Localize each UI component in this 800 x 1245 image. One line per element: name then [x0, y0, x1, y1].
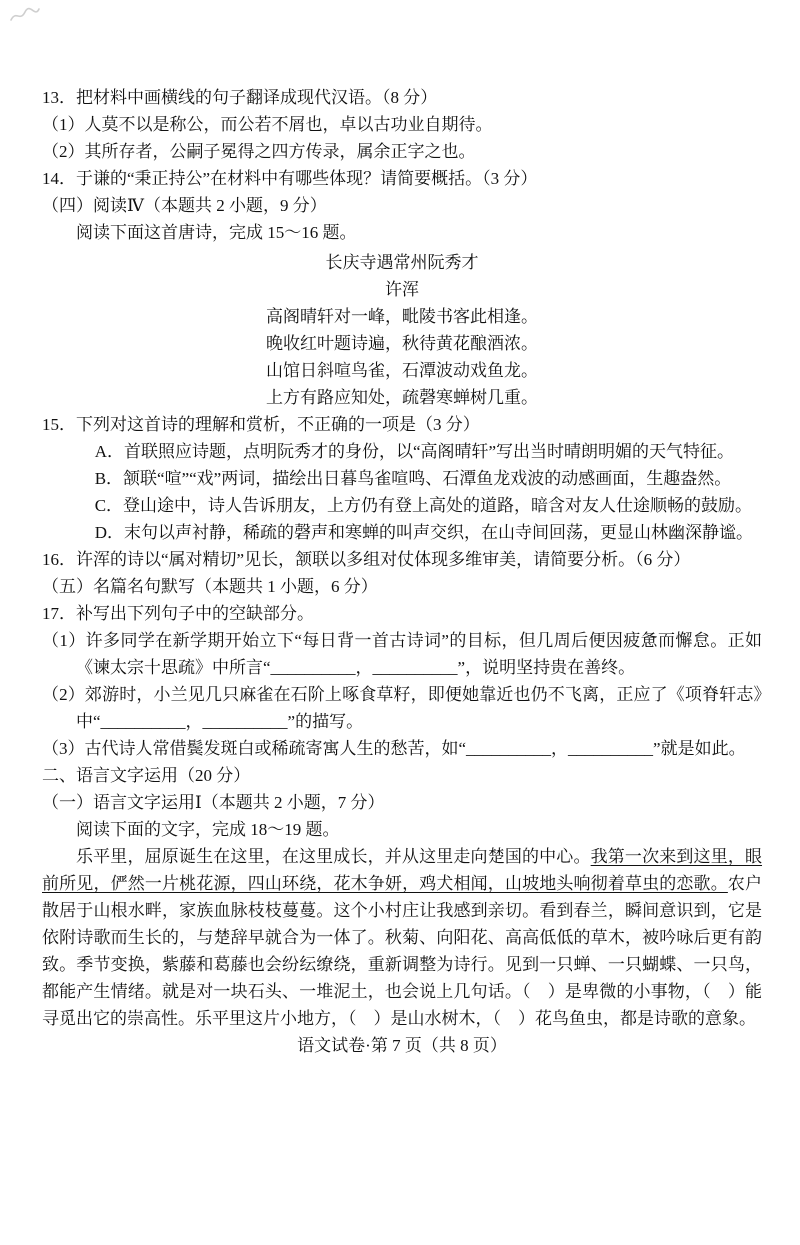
question-14-stem: 14．于谦的“秉正持公”在材料中有哪些体现？请简要概括。（3 分） [42, 169, 538, 188]
section-4-title: （四）阅读Ⅳ（本题共 2 小题，9 分） [42, 196, 327, 215]
question-17-item-2: （2）郊游时，小兰见几只麻雀在石阶上啄食草籽，即便她靠近也仍不飞离，正应了《项脊轩志》中“__________，__________”的描写。 [42, 685, 762, 731]
question-13-stem: 13．把材料中画横线的句子翻译成现代汉语。（8 分） [42, 88, 438, 107]
poem-line: 晚收红叶题诗遍，秋待黄花酿酒浓。 [266, 334, 538, 353]
poem-block [42, 249, 762, 411]
question-17-item-3: （3）古代诗人常借鬓发斑白或稀疏寄寓人生的愁苦，如“__________，__________”就是如此。 [42, 739, 746, 758]
section-two-one-title: （一）语言文字运用Ⅰ（本题共 2 小题，7 分） [42, 793, 385, 812]
question-15-option-b: B．颔联“喧”“戏”两词，描绘出日暮鸟雀喧鸣、石潭鱼龙戏波的动感画面，生趣盎然。 [94, 469, 732, 488]
poem-author: 许浑 [385, 280, 419, 299]
question-15-stem: 15．下列对这首诗的理解和赏析，不正确的一项是（3 分） [42, 415, 480, 434]
passage [42, 843, 762, 1032]
question-15-option-d: D．末句以声衬静，稀疏的磬声和寒蝉的叫声交织，在山寺间回荡，更显山林幽深静谧。 [94, 523, 753, 542]
question-15-option-a: A．首联照应诗题，点明阮秀才的身份，以“高阁晴轩”写出当时晴朗明媚的天气特征。 [94, 442, 735, 461]
page-footer: 语文试卷·第 7 页（共 8 页） [297, 1036, 507, 1055]
question-13-item-1: （1）人莫不以是称公，而公若不屑也，卓以古功业自期待。 [42, 115, 493, 134]
poem-line: 上方有路应知处，疏磬寒蝉树几重。 [266, 388, 538, 407]
question-15-option-c: C．登山途中，诗人告诉朋友，上方仍有登上高处的道路，暗含对友人仕途顺畅的鼓励。 [94, 496, 753, 515]
poem-line: 高阁晴轩对一峰，毗陵书客此相逢。 [266, 307, 538, 326]
passage-segment-before: 乐平里，屈原诞生在这里，在这里成长，并从这里走向楚国的中心。 [76, 847, 591, 866]
poem-title: 长庆寺遇常州阮秀才 [325, 253, 479, 272]
question-16-stem: 16．许浑的诗以“属对精切”见长，颔联以多组对仗体现多维审美，请简要分析。（6 分） [42, 550, 691, 569]
question-13 [42, 84, 762, 165]
poem-line: 山馆日斜喧鸟雀，石潭波动戏鱼龙。 [266, 361, 538, 380]
question-13-item-2: （2）其所存者，公嗣子冕得之四方传录，属余正字之也。 [42, 142, 476, 161]
section-5-title: （五）名篇名句默写（本题共 1 小题，6 分） [42, 577, 378, 596]
section-two-one-intro: 阅读下面的文字，完成 18～19 题。 [76, 820, 340, 839]
passage-segment-after: 农户散居于山根水畔，家族血脉枝枝蔓蔓。这个小村庄让我感到亲切。看到春兰，瞬间意识到，它是依附诗歌而生长的，与楚辞早就合为一体了。秋菊、向阳花、高高低低的草木，被吟咏后更有韵致。季节变换，紫藤和葛藤也会纷纭缭绕，重新调整为诗行。见到一只蝉、一只蝴蝶、一只鸟，都能产生情绪。就是对一块石头、一堆泥土，也会说上几句话。（ ）是卑微的小事物，（ ）能寻觅出它的崇高性。乐平里这片小地方，（ ）是山水树木，（ ）花鸟鱼虫，都是诗歌的意象。 [42, 874, 763, 1028]
passage-underlined-segment: 我第一次来到这里，眼前所见，俨然一片桃花源，四山环绕，花木争妍，鸡犬相闻，山坡地头响彻着草虫的恋歌。 [42, 847, 763, 893]
question-17-stem: 17．补写出下列句子中的空缺部分。 [42, 604, 314, 623]
pencil-mark-icon [8, 4, 42, 28]
section-4-intro: 阅读下面这首唐诗，完成 15～16 题。 [76, 223, 357, 242]
question-17-item-1: （1）许多同学在新学期开始立下“每日背一首古诗词”的目标，但几周后便因疲惫而懈怠。正如《谏太宗十思疏》中所言“__________，__________”，说明坚持贵在善终。 [42, 631, 762, 677]
section-two-title: 二、语言文字运用（20 分） [42, 766, 251, 785]
